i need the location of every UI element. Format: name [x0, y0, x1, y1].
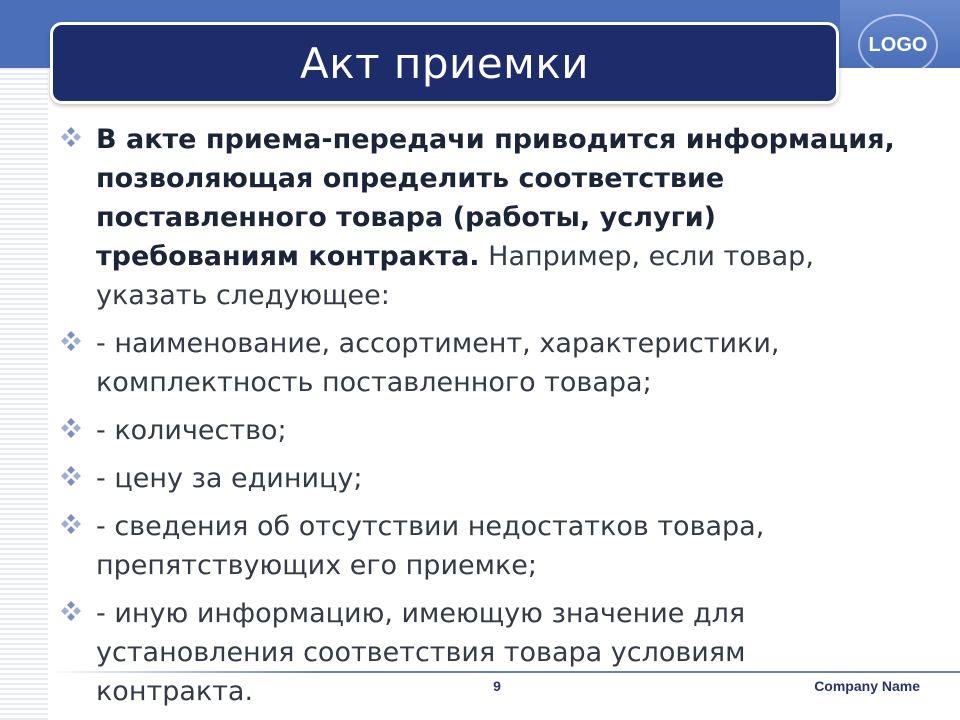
bullet-item	[60, 507, 910, 585]
four-diamond-bullet-icon	[60, 513, 82, 535]
slide-title: Акт приемки	[299, 38, 590, 88]
bullet-text: - наименование, ассортимент, характеристики, комплектность поставленного товара;	[96, 328, 780, 398]
intro-bold-text: В акте приема-передачи приводится информация, позволяющая определить соответствие поставленного товара (работы, услуги) требованиям контракта.	[96, 124, 895, 272]
four-diamond-bullet-icon	[60, 417, 82, 439]
bullet-text: - сведения об отсутствии недостатков товара, препятствующих его приемке;	[96, 511, 765, 581]
four-diamond-bullet-icon	[60, 600, 82, 622]
bullet-item-intro	[60, 120, 910, 315]
logo-text: LOGO	[868, 34, 928, 56]
title-bar	[50, 22, 839, 104]
four-diamond-bullet-icon	[60, 465, 82, 487]
left-stripe-decoration	[0, 0, 48, 720]
slide-content	[60, 120, 910, 720]
footer-divider	[48, 671, 960, 673]
bullet-text: - цену за единицу;	[96, 463, 363, 494]
intro-normal-text: Например, если товар, указать следующее:	[96, 241, 814, 311]
bullet-item	[60, 324, 910, 402]
bullet-item	[60, 459, 910, 498]
bullet-text: - количество;	[96, 415, 287, 446]
page-number: 9	[493, 678, 501, 694]
four-diamond-bullet-icon	[60, 330, 82, 352]
company-name: Company Name	[814, 678, 920, 694]
bullet-item	[60, 411, 910, 450]
logo	[858, 14, 938, 76]
bullet-text: - иную информацию, имеющую значение для установления соответствия товара условиям контракта.	[96, 598, 746, 707]
four-diamond-bullet-icon	[60, 126, 82, 148]
